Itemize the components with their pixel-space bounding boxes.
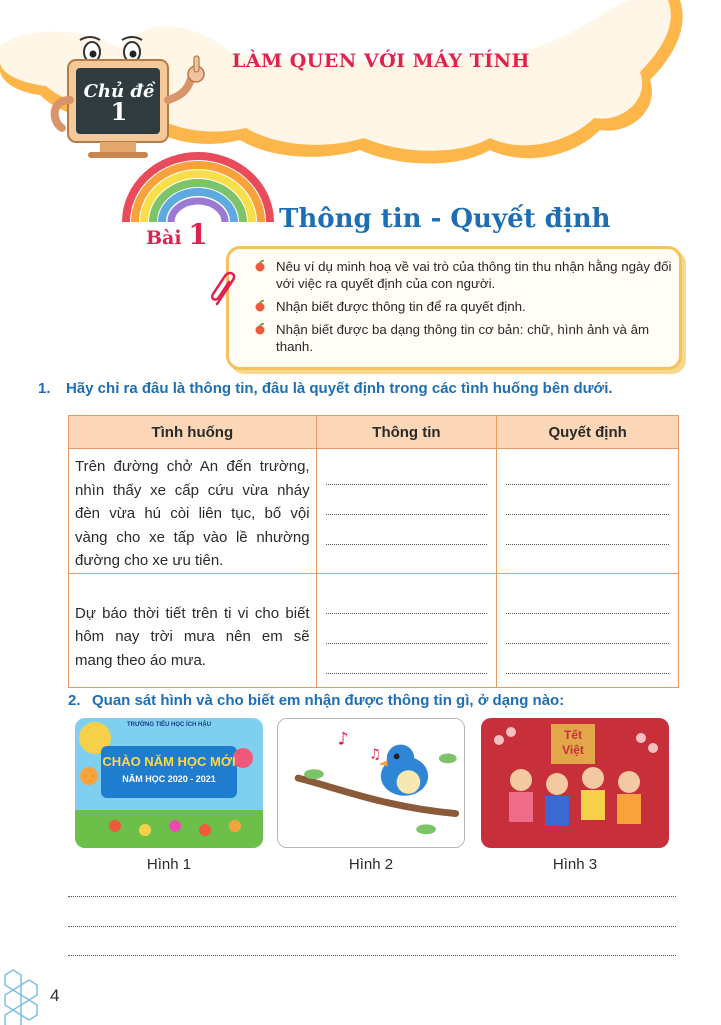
apple-bullet-icon <box>254 323 266 335</box>
chapter-badge-label: Chủ đề <box>83 81 155 102</box>
lesson-number: 1 <box>188 218 208 251</box>
svg-text:♫: ♫ <box>369 746 382 763</box>
question-1-number: 1. <box>38 380 51 397</box>
header-situation: Tình huống <box>69 416 317 449</box>
caption-picture-3: Hình 3 <box>552 856 598 873</box>
lesson-label-text: Bài <box>146 227 182 249</box>
answer-line[interactable] <box>68 896 676 897</box>
question-1-text: Hãy chỉ ra đâu là thông tin, đâu là quyết định trong các tình huống bên dưới. <box>66 380 613 397</box>
chapter-badge-number: 1 <box>110 97 128 126</box>
table-row <box>69 573 679 687</box>
tet-sign-top: Tết <box>564 728 582 742</box>
paperclip-icon <box>207 270 243 310</box>
header-decision: Quyết định <box>497 416 679 449</box>
objective-text: Nêu ví dụ minh hoạ về vai trò của thông tin thu nhận hằng ngày đối với việc ra quyết định của con người. <box>276 259 672 291</box>
lesson-title: Thông tin - Quyết định <box>279 204 611 234</box>
answer-line[interactable] <box>68 926 676 927</box>
caption-picture-2: Hình 2 <box>348 856 394 873</box>
objective-text: Nhận biết được ba dạng thông tin cơ bản: chữ, hình ảnh và âm thanh. <box>276 322 650 354</box>
question-2-text: Quan sát hình và cho biết em nhận được thông tin gì, ở dạng nào: <box>92 692 565 709</box>
lesson-label <box>146 218 208 251</box>
answer-line[interactable] <box>68 955 676 956</box>
singing-bird-illustration <box>278 719 464 847</box>
information-answer-cell[interactable] <box>316 449 497 574</box>
situation-table <box>68 415 679 688</box>
picture-1-school-banner <box>75 718 263 848</box>
header-information: Thông tin <box>316 416 497 449</box>
table-header-row <box>69 416 679 449</box>
banner-welcome-text: CHÀO NĂM HỌC MỚI <box>102 754 236 769</box>
apple-bullet-icon <box>254 300 266 312</box>
school-name: TRƯỜNG TIỂU HỌC ÍCH HẬU <box>126 722 212 728</box>
svg-text:♪: ♪ <box>337 729 349 750</box>
objectives-list <box>252 258 677 361</box>
situation-cell: Dự báo thời tiết trên ti vi cho biết hôm nay trời mưa nên em sẽ mang theo áo mưa. <box>69 573 317 687</box>
decision-answer-cell[interactable] <box>497 573 679 687</box>
objective-item <box>252 258 677 292</box>
banner-year-text: NĂM HỌC 2020 - 2021 <box>122 774 216 784</box>
chapter-badge <box>76 81 162 126</box>
tet-sign-bottom: Việt <box>562 743 584 757</box>
decision-answer-cell[interactable] <box>497 449 679 574</box>
objective-text: Nhận biết được thông tin để ra quyết định. <box>276 299 526 314</box>
apple-bullet-icon <box>254 260 266 272</box>
table-row <box>69 449 679 574</box>
objective-item <box>252 321 677 355</box>
chapter-title: LÀM QUEN VỚI MÁY TÍNH <box>232 50 530 72</box>
caption-picture-1: Hình 1 <box>146 856 192 873</box>
picture-2-singing-bird <box>277 718 465 848</box>
question-2-number: 2. <box>68 692 81 709</box>
picture-3-tet-kids <box>481 718 669 848</box>
information-answer-cell[interactable] <box>316 573 497 687</box>
situation-cell: Trên đường chở An đến trường, nhìn thấy xe cấp cứu vừa nháy đèn vừa hú còi liên tục, bố vội vàng cho xe tấp vào lề nhường đường cho xe ưu tiên. <box>69 449 317 574</box>
objective-item <box>252 298 677 315</box>
page-number: 4 <box>50 986 60 1005</box>
